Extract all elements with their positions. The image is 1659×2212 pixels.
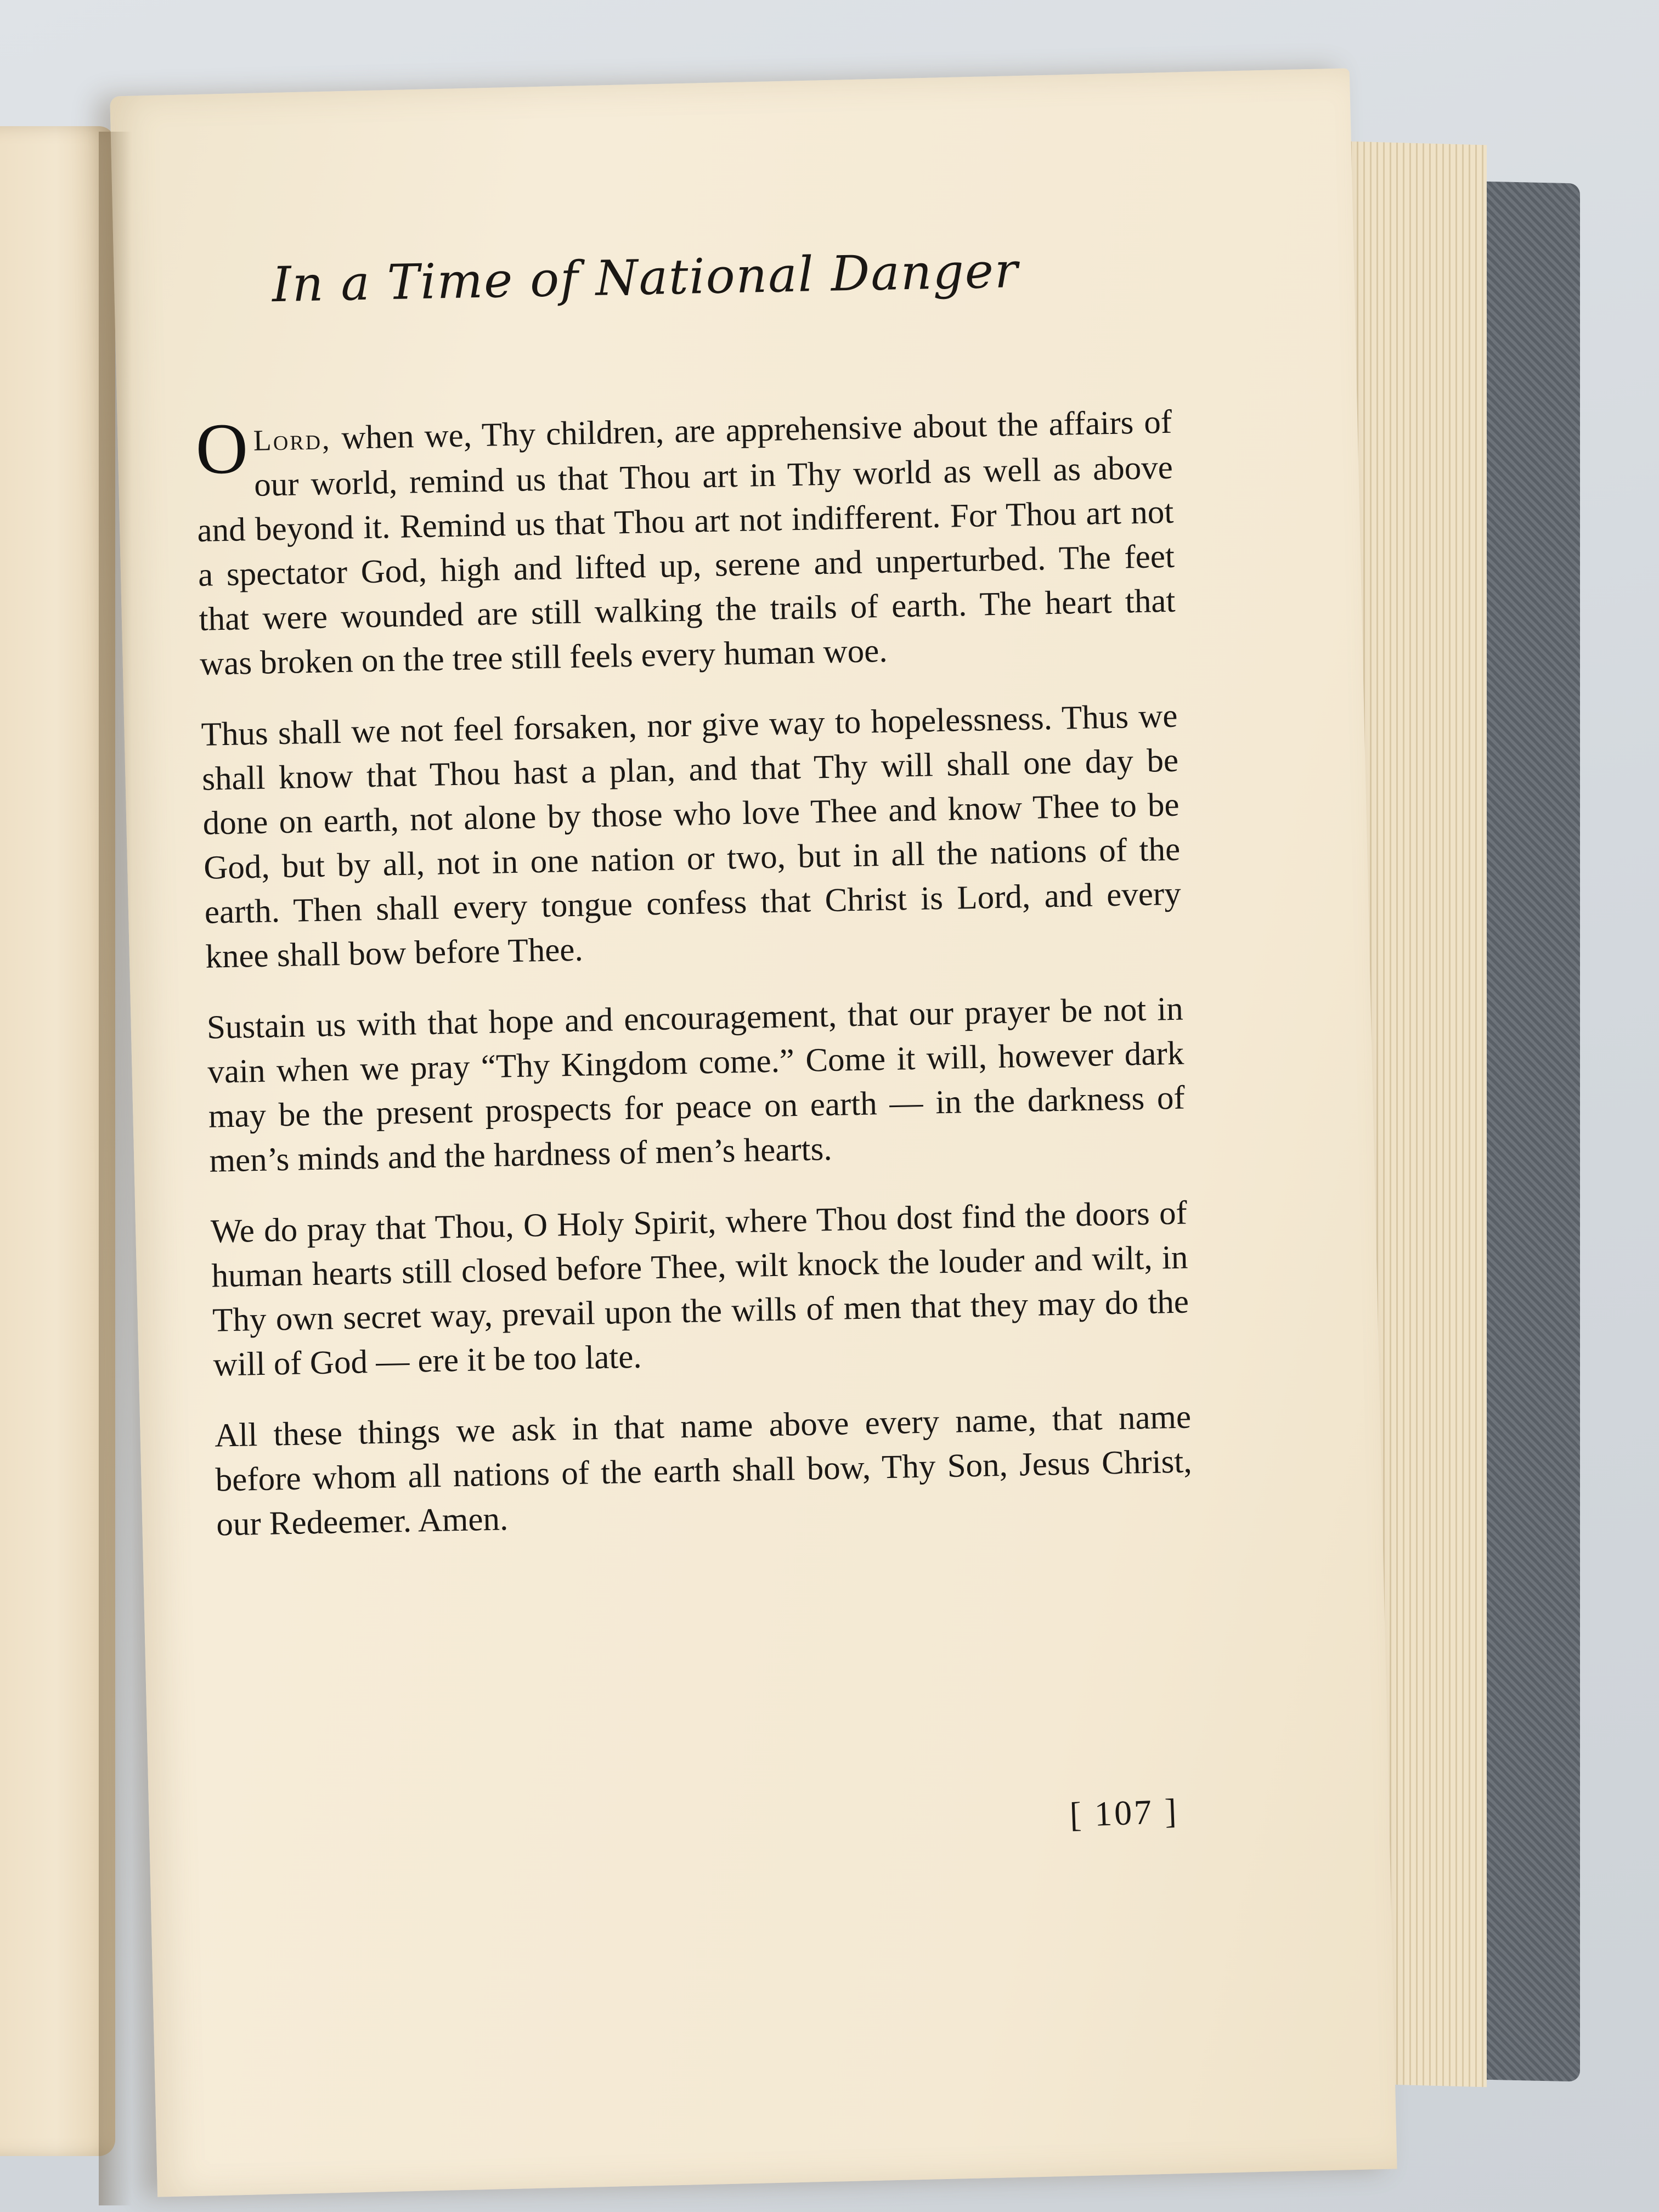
lead-smallcaps: Lord, — [253, 422, 332, 457]
page-number: [ 107 ] — [1069, 1791, 1180, 1835]
paragraph-5: All these things we ask in that name above every name, that name before whom all nations of the earth shall bow, Thy Son, Jesus Christ, our Redeemer. Amen. — [214, 1398, 1193, 1543]
paragraph-1-text: when we, Thy children, are apprehensive about the affairs of our world, remind us that Thou art in Thy world as well as above and beyond it. Remind us that Thou art not indifferent. For Thou art not a spectator God, high and lifted up, serene and unperturbed. The feet that were wounded are still walking the trails of earth. The heart that was broken on the tree still feels every human woe. — [196, 403, 1176, 682]
page-title: In a Time of National Danger — [271, 242, 1019, 313]
paragraph-1 — [195, 400, 1177, 686]
paragraph-4: We do pray that Thou, O Holy Spirit, where Thou dost find the doors of human hearts still closed before Thee, wilt knock the louder and wilt, in Thy own secret way, prevail upon the wills of men that they may do the will of God — ere it be too late. — [210, 1194, 1189, 1384]
paragraph-2: Thus shall we not feel forsaken, nor give way to hopelessness. Thus we shall know that Thou hast a plan, and that Thy will shall one day be done on earth, not alone by those who love Thee and know Thee to be God, but by all, not in one nation or two, but in all the nations of the earth. Then shall every tongue confess that Christ is Lord, and every knee shall bow before Thee. — [201, 697, 1182, 975]
drop-cap: O — [195, 408, 249, 489]
page-content — [192, 238, 1259, 1835]
gutter-shadow — [99, 132, 132, 2205]
paragraph-3: Sustain us with that hope and encouragement, that our prayer be not in vain when we pray “Thy Kingdom come.” Come it will, however dark may be the present prospects for peace on earth — in the darkness of men’s minds and the hardness of men’s hearts. — [206, 990, 1186, 1180]
left-page — [0, 126, 115, 2156]
